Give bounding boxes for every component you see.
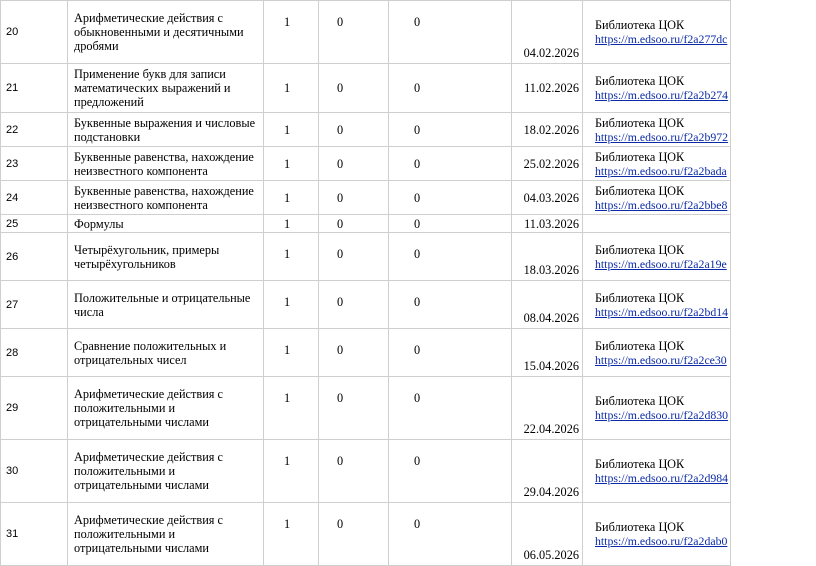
- resource-cell: [583, 113, 731, 147]
- table-row: [1, 1, 731, 64]
- practical-works: 0: [389, 113, 512, 147]
- resource-label: Библиотека ЦОК: [595, 394, 685, 408]
- total-hours: 1: [264, 215, 319, 233]
- lesson-topic: Арифметические действия с положительными и отрицательными числами: [68, 440, 264, 503]
- table-row: [1, 377, 731, 440]
- lesson-topic: Буквенные равенства, нахождение неизвестного компонента: [68, 181, 264, 215]
- table-row: [1, 113, 731, 147]
- lesson-date: 15.04.2026: [512, 329, 583, 377]
- resource-cell: [583, 147, 731, 181]
- table-row: [1, 215, 731, 233]
- resource-label: Библиотека ЦОК: [595, 183, 685, 198]
- lesson-date: 18.03.2026: [512, 233, 583, 281]
- lesson-date: 06.05.2026: [512, 503, 583, 566]
- control-works: 0: [319, 440, 389, 503]
- practical-works: 0: [389, 440, 512, 503]
- practical-works: 0: [389, 181, 512, 215]
- lesson-date: 04.02.2026: [512, 1, 583, 64]
- control-works: 0: [319, 377, 389, 440]
- resource-link[interactable]: https://m.edsoo.ru/f2a2a19e: [595, 256, 727, 271]
- lesson-number: 24: [1, 181, 68, 215]
- lesson-date: 04.03.2026: [512, 181, 583, 215]
- resource-cell: [583, 377, 731, 440]
- practical-works: 0: [389, 215, 512, 233]
- lesson-topic: Положительные и отрицательные числа: [68, 281, 264, 329]
- table-row: [1, 233, 731, 281]
- lesson-topic: Арифметические действия с положительными и отрицательными числами: [68, 377, 264, 440]
- control-works: 0: [319, 113, 389, 147]
- control-works: 0: [319, 215, 389, 233]
- lesson-number: 20: [1, 1, 68, 64]
- control-works: 0: [319, 281, 389, 329]
- resource-link[interactable]: https://m.edsoo.ru/f2a2bbe8: [595, 197, 728, 212]
- table-row: [1, 64, 731, 113]
- resource-cell: [583, 440, 731, 503]
- lesson-number: 28: [1, 329, 68, 377]
- total-hours: 1: [264, 233, 319, 281]
- resource-cell: [583, 215, 731, 233]
- resource-cell: [583, 181, 731, 215]
- total-hours: 1: [264, 1, 319, 64]
- lesson-number: 25: [1, 215, 68, 233]
- resource-label: Библиотека ЦОК: [595, 242, 685, 257]
- practical-works: 0: [389, 377, 512, 440]
- resource-link[interactable]: https://m.edsoo.ru/f2a2b972: [595, 129, 729, 144]
- control-works: 0: [319, 1, 389, 64]
- practical-works: 0: [389, 1, 512, 64]
- resource-label: Библиотека ЦОК: [595, 149, 685, 164]
- resource-cell: [583, 64, 731, 113]
- table-row: [1, 503, 731, 566]
- resource-label: Библиотека ЦОК: [595, 290, 685, 305]
- resource-label: Библиотека ЦОК: [595, 74, 685, 88]
- resource-label: Библиотека ЦОК: [595, 520, 685, 534]
- control-works: 0: [319, 233, 389, 281]
- lesson-topic: Буквенные выражения и числовые подстановки: [68, 113, 264, 147]
- lesson-date: 29.04.2026: [512, 440, 583, 503]
- lesson-topic: Сравнение положительных и отрицательных чисел: [68, 329, 264, 377]
- lesson-number: 23: [1, 147, 68, 181]
- total-hours: 1: [264, 329, 319, 377]
- lesson-topic: Арифметические действия с положительными и отрицательными числами: [68, 503, 264, 566]
- lesson-date: 18.02.2026: [512, 113, 583, 147]
- resource-link[interactable]: https://m.edsoo.ru/f2a2d830: [595, 408, 729, 422]
- resource-link[interactable]: https://m.edsoo.ru/f2a277dc: [595, 32, 728, 46]
- lesson-topic: Применение букв для записи математических выражений и предложений: [68, 64, 264, 113]
- total-hours: 1: [264, 440, 319, 503]
- table-row: [1, 329, 731, 377]
- total-hours: 1: [264, 281, 319, 329]
- practical-works: 0: [389, 281, 512, 329]
- resource-link[interactable]: https://m.edsoo.ru/f2a2bd14: [595, 304, 729, 319]
- total-hours: 1: [264, 113, 319, 147]
- lesson-topic: Формулы: [68, 215, 264, 233]
- control-works: 0: [319, 503, 389, 566]
- lesson-number: 27: [1, 281, 68, 329]
- lesson-topic: Буквенные равенства, нахождение неизвестного компонента: [68, 147, 264, 181]
- practical-works: 0: [389, 147, 512, 181]
- resource-cell: [583, 281, 731, 329]
- total-hours: 1: [264, 377, 319, 440]
- resource-cell: [583, 329, 731, 377]
- lesson-date: 08.04.2026: [512, 281, 583, 329]
- resource-link[interactable]: https://m.edsoo.ru/f2a2dab0: [595, 534, 728, 548]
- lesson-number: 29: [1, 377, 68, 440]
- table-row: [1, 281, 731, 329]
- table-row: [1, 181, 731, 215]
- resource-label: Библиотека ЦОК: [595, 338, 685, 353]
- control-works: 0: [319, 181, 389, 215]
- control-works: 0: [319, 329, 389, 377]
- lesson-number: 21: [1, 64, 68, 113]
- lesson-date: 22.04.2026: [512, 377, 583, 440]
- resource-link[interactable]: https://m.edsoo.ru/f2a2bada: [595, 163, 727, 178]
- resource-link[interactable]: https://m.edsoo.ru/f2a2b274: [595, 88, 729, 102]
- total-hours: 1: [264, 503, 319, 566]
- practical-works: 0: [389, 233, 512, 281]
- lesson-number: 30: [1, 440, 68, 503]
- resource-label: Библиотека ЦОК: [595, 457, 685, 471]
- resource-link[interactable]: https://m.edsoo.ru/f2a2d984: [595, 471, 729, 485]
- resource-link[interactable]: https://m.edsoo.ru/f2a2ce30: [595, 352, 727, 367]
- table-row: [1, 147, 731, 181]
- lesson-number: 26: [1, 233, 68, 281]
- practical-works: 0: [389, 329, 512, 377]
- resource-cell: [583, 503, 731, 566]
- resource-label: Библиотека ЦОК: [595, 115, 685, 130]
- lesson-topic: Арифметические действия с обыкновенными и десятичными дробями: [68, 1, 264, 64]
- total-hours: 1: [264, 147, 319, 181]
- control-works: 0: [319, 64, 389, 113]
- resource-cell: [583, 233, 731, 281]
- total-hours: 1: [264, 64, 319, 113]
- lesson-number: 22: [1, 113, 68, 147]
- resource-label: Библиотека ЦОК: [595, 18, 685, 32]
- practical-works: 0: [389, 64, 512, 113]
- lesson-topic: Четырёхугольник, примеры четырёхугольников: [68, 233, 264, 281]
- control-works: 0: [319, 147, 389, 181]
- lesson-date: 11.03.2026: [512, 215, 583, 233]
- total-hours: 1: [264, 181, 319, 215]
- lesson-date: 11.02.2026: [512, 64, 583, 113]
- table-row: [1, 440, 731, 503]
- lesson-number: 31: [1, 503, 68, 566]
- lesson-date: 25.02.2026: [512, 147, 583, 181]
- resource-cell: [583, 1, 731, 64]
- practical-works: 0: [389, 503, 512, 566]
